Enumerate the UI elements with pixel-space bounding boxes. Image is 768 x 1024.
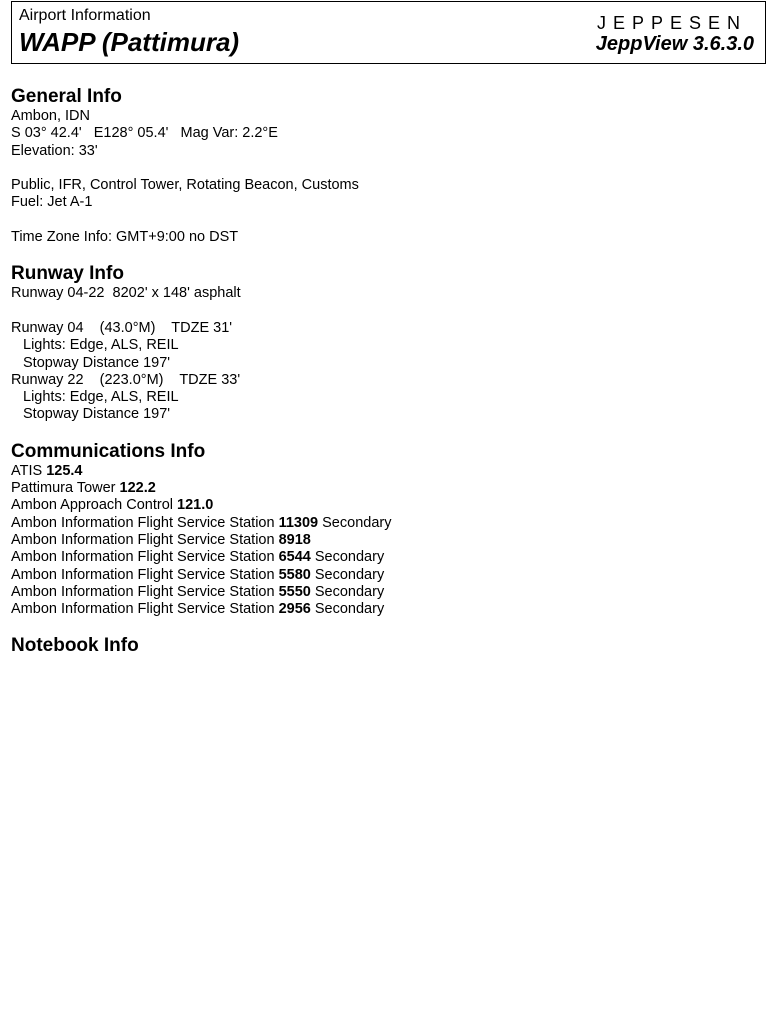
comm-item (11, 515, 751, 532)
comm-name: Ambon Information Flight Service Station (11, 531, 275, 548)
header-label: Airport Information (19, 7, 151, 24)
comm-item (11, 549, 751, 566)
communications-info-heading: Communications Info (11, 440, 206, 462)
spacer (11, 160, 751, 177)
notebook-info-section (11, 635, 751, 657)
runway-end-title: Runway 22 (223.0°M) TDZE 33' (11, 371, 241, 388)
elevation-line: Elevation: 33' (11, 142, 98, 159)
comm-frequency: 6544 (278, 549, 311, 566)
comm-frequency: 11309 (278, 514, 319, 531)
section-gap (11, 246, 751, 263)
section-gap (11, 618, 751, 635)
timezone-line: Time Zone Info: GMT+9:00 no DST (11, 229, 239, 246)
header-box (11, 1, 766, 64)
comm-item (11, 480, 751, 497)
notebook-info-heading: Notebook Info (11, 635, 139, 657)
comm-note: Secondary (314, 601, 385, 618)
location-line: Ambon, IDN (11, 108, 90, 124)
comm-item (11, 584, 751, 601)
runway-end-lights: Lights: Edge, ALS, REIL (23, 389, 179, 406)
brand-name: JEPPESEN (596, 13, 747, 33)
comm-name: Ambon Information Flight Service Station (11, 514, 275, 531)
comm-note: Secondary (314, 583, 385, 600)
comm-item (11, 497, 751, 514)
comm-name: Ambon Information Flight Service Station (11, 583, 275, 600)
comm-item (11, 601, 751, 618)
general-info-section (11, 86, 751, 246)
document-content (11, 86, 751, 657)
spacer (11, 212, 751, 229)
comm-item (11, 567, 751, 584)
comm-frequency: 5580 (278, 566, 311, 583)
comm-note: Secondary (322, 514, 392, 531)
comm-frequency: 122.2 (119, 480, 156, 497)
comm-item (11, 463, 751, 480)
comm-name: ATIS (11, 462, 43, 479)
comm-note: Secondary (314, 549, 385, 566)
runway-end-lights: Lights: Edge, ALS, REIL (23, 337, 179, 354)
general-info-heading: General Info (11, 86, 122, 107)
comm-name: Pattimura Tower (11, 480, 116, 497)
communications-info-section (11, 441, 751, 619)
runway-end-stopway: Stopway Distance 197' (23, 354, 171, 371)
runway-summary-line: Runway 04-22 8202' x 148' asphalt (11, 285, 241, 302)
coordinates-line: S 03° 42.4' E128° 05.4' Mag Var: 2.2°E (11, 125, 278, 142)
comm-name: Ambon Information Flight Service Station (11, 566, 275, 583)
comm-name: Ambon Information Flight Service Station (11, 549, 275, 566)
comm-frequency: 125.4 (46, 462, 83, 479)
fuel-line: Fuel: Jet A-1 (11, 194, 93, 211)
section-gap (11, 424, 751, 441)
attributes-line: Public, IFR, Control Tower, Rotating Beacon, Customs (11, 177, 359, 194)
runway-info-section (11, 263, 751, 423)
comm-frequency: 2956 (278, 601, 311, 618)
comm-frequency: 5550 (278, 583, 311, 600)
comm-name: Ambon Information Flight Service Station (11, 601, 275, 618)
comm-frequency: 121.0 (177, 497, 214, 514)
comm-note: Secondary (314, 566, 385, 583)
runway-info-heading: Runway Info (11, 263, 124, 285)
airport-title: WAPP (Pattimura) (19, 27, 240, 57)
runway-end-stopway: Stopway Distance 197' (23, 406, 171, 423)
comm-frequency: 8918 (278, 531, 311, 548)
comm-item (11, 532, 751, 549)
runway-end-title: Runway 04 (43.0°M) TDZE 31' (11, 319, 233, 336)
spacer (11, 303, 751, 320)
comm-name: Ambon Approach Control (11, 497, 174, 514)
app-version: JeppView 3.6.3.0 (595, 33, 754, 55)
